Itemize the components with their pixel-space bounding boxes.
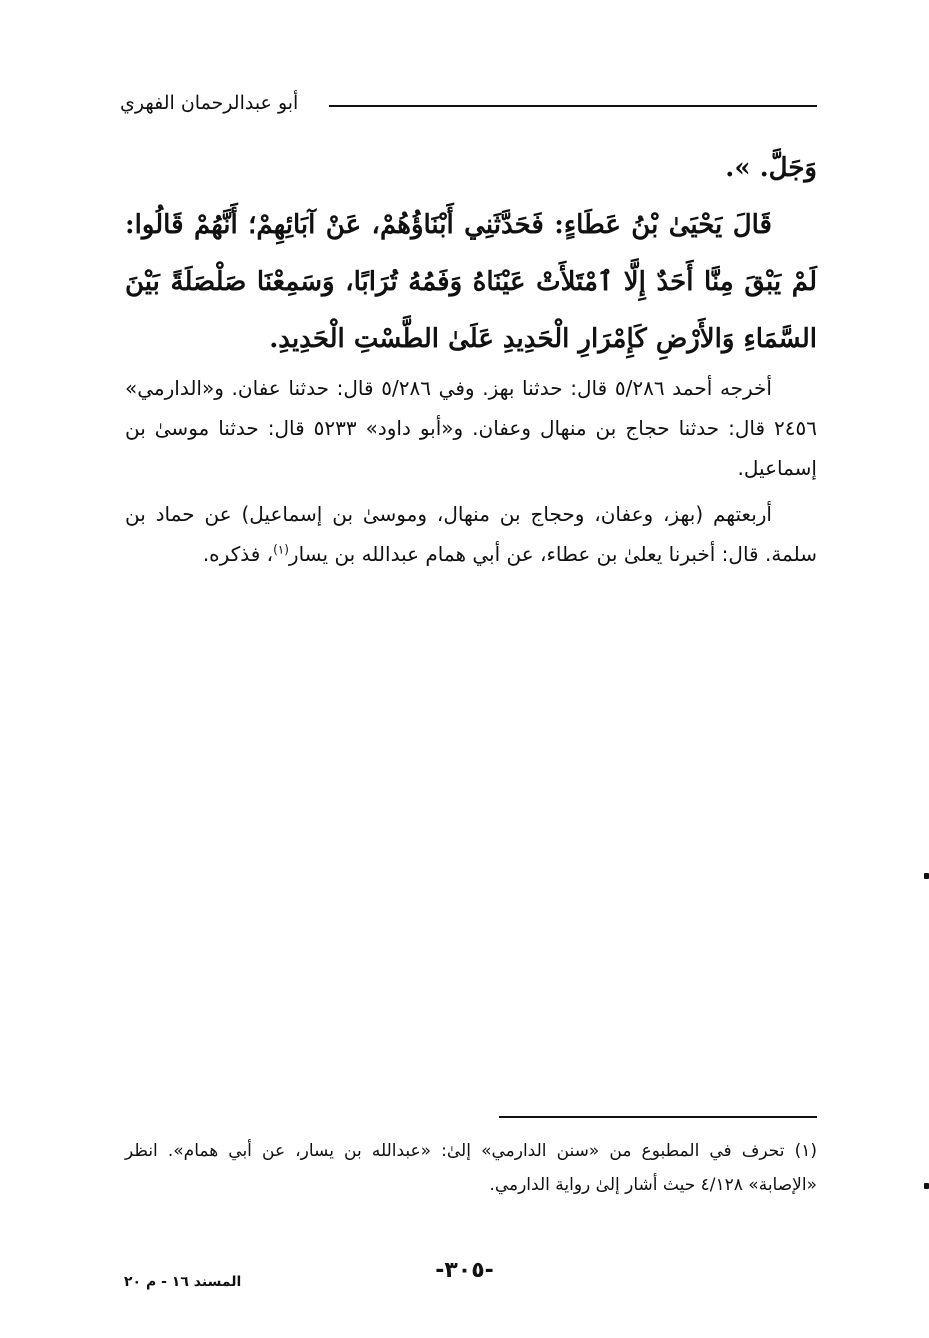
hadith-paragraph: قَالَ يَحْيَىٰ بْنُ عَطَاءٍ: فَحَدَّثَنِي أَبْنَاؤُهُمْ، عَنْ آبَائِهِمْ؛ أَنَّهُمْ قَالُوا: لَمْ يَبْقَ مِنَّا أَحَدٌ إِلَّا ٱمْتَلأَتْ عَيْنَاهُ وَفَمُهُ تُرَابًا، وَسَمِعْنَا صَلْصَلَةً بَيْنَ السَّمَاءِ وَالأَرْضِ كَإِمْرَارِ الْحَدِيدِ عَلَىٰ الطَّسْتِ الْحَدِيدِ. (125, 210, 817, 354)
takhrij-paragraph-2 (125, 494, 817, 574)
printer-signature: المسند ١٦ - م ٢٠ (124, 1274, 242, 1290)
takhrij-paragraph-2-end: ، فذكره. (202, 542, 274, 566)
footnote: (١) تحرف في المطبوع من «سنن الدارمي» إلىٰ: «عبدالله بن يسار، عن أبي همام». انظر «الإصابة» ٤/١٢٨ حيث أشار إلىٰ رواية الدارمي. (125, 1141, 817, 1195)
footnote-separator (499, 1116, 817, 1118)
header-author: أبو عبدالرحمان الفهري (120, 92, 299, 114)
page-number: -٣٠٥- (435, 1258, 494, 1283)
footnote-marker: (١) (273, 542, 289, 557)
takhrij-paragraph-2-text: أربعتهم (بهز، وعفان، وحجاج بن منهال، وموسىٰ بن إسماعيل) عن حماد بن سلمة. قال: أخبرنا يعلىٰ بن عطاء، عن أبي همام عبدالله بن يسار (125, 502, 817, 566)
takhrij-section (125, 368, 817, 580)
margin-mark (924, 1183, 929, 1189)
header-rule (329, 105, 817, 107)
running-header (120, 88, 817, 124)
margin-mark (924, 873, 929, 879)
hadith-continuation: وَجَلَّ. ». (725, 153, 817, 183)
takhrij-paragraph-1: أخرجه أحمد ٥/٢٨٦ قال: حدثنا بهز. وفي ٥/٢٨٦ قال: حدثنا عفان. و«الدارمي» ٢٤٥٦ قال: حدثنا حجاج بن منهال وعفان. و«أبو داود» ٥٢٣٣ قال: حدثنا موسىٰ بن إسماعيل. (125, 376, 817, 480)
hadith-text (125, 140, 817, 368)
